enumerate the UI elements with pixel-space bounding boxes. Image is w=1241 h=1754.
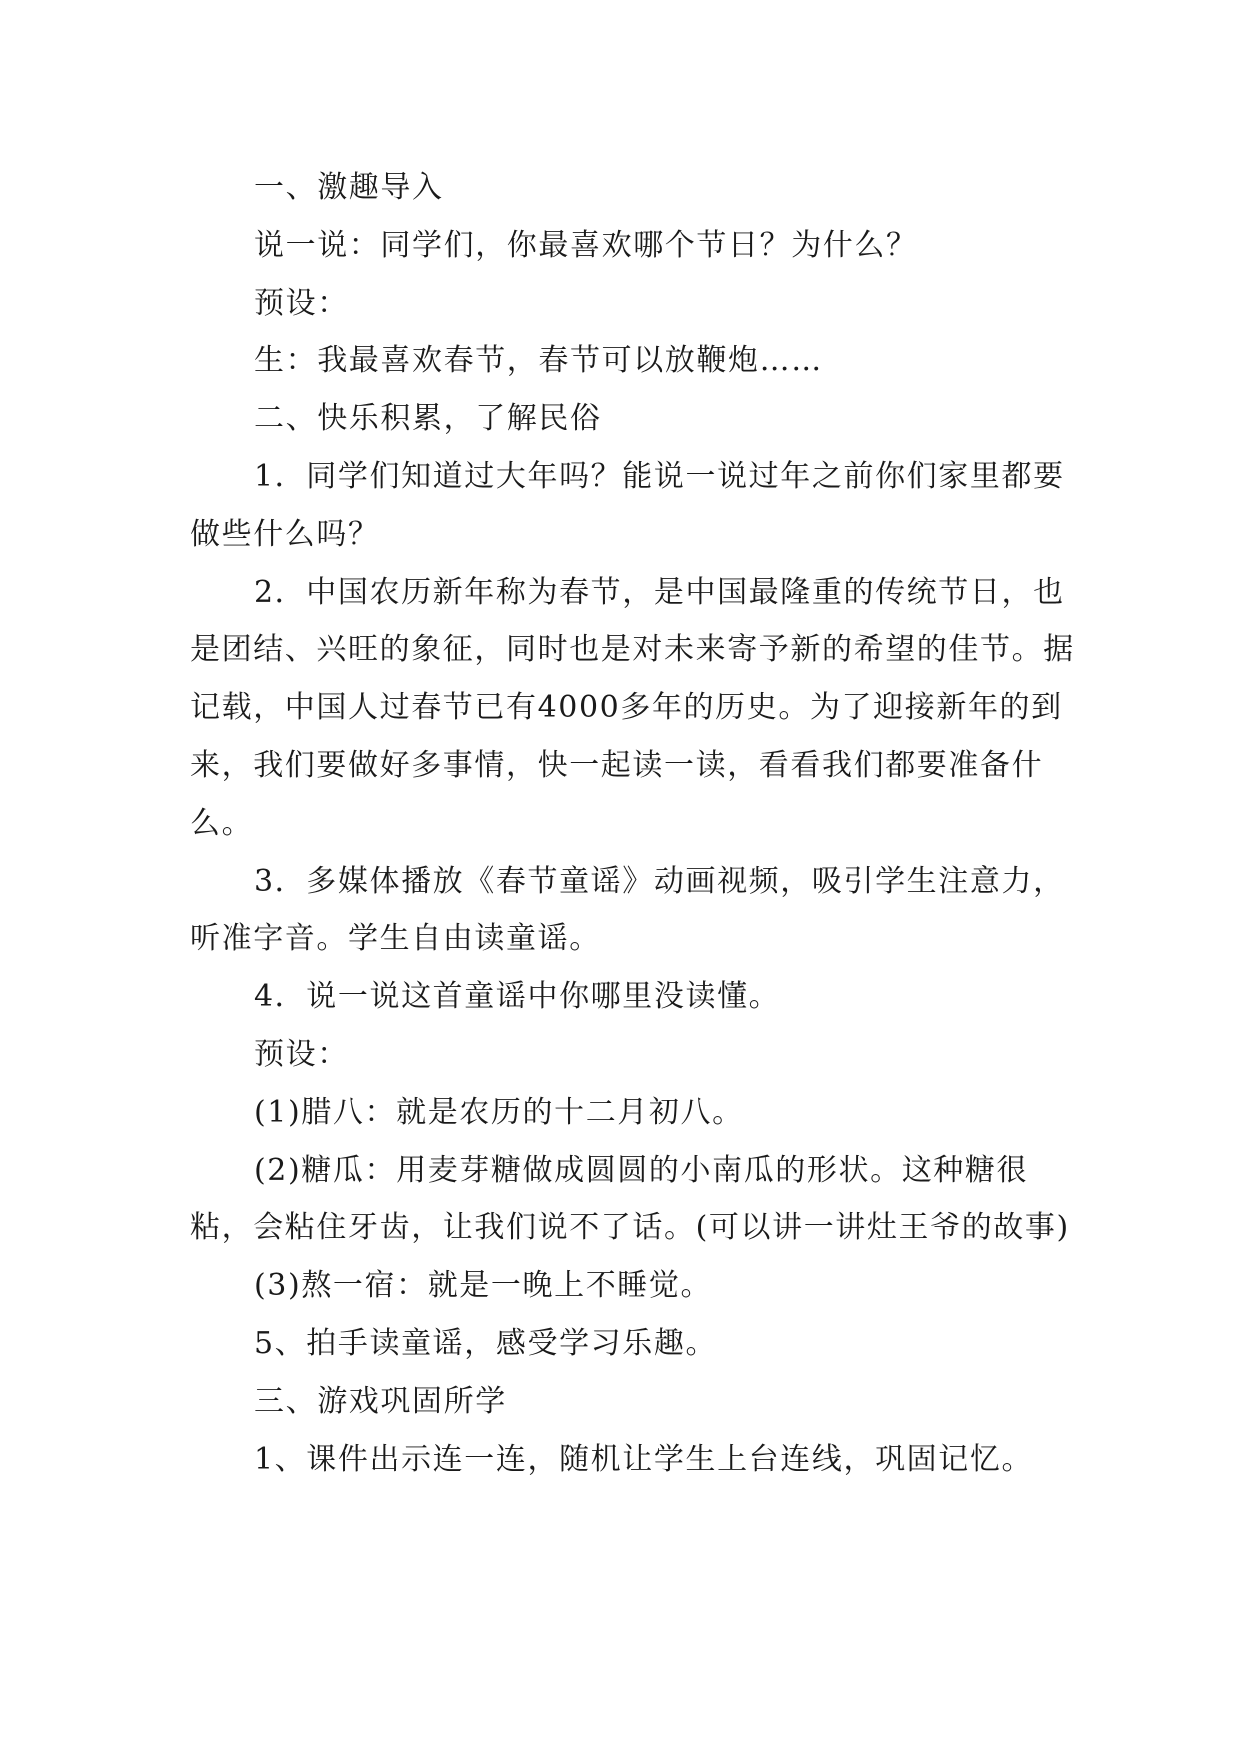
sub-item: (1)腊八：就是农历的十二月初八。 xyxy=(254,1094,744,1130)
document-body xyxy=(190,159,1080,1488)
list-item: 1、课件出示连一连，随机让学生上台连线，巩固记忆。 xyxy=(254,1441,1034,1477)
section-heading-1: 一、激趣导入 xyxy=(254,170,444,205)
list-item: 1．同学们知道过大年吗？能说一说过年之前你们家里都要做些什么吗？ xyxy=(190,458,1065,552)
paragraph: 说一说：同学们，你最喜欢哪个节日？为什么？ xyxy=(254,227,918,263)
list-item: 2．中国农历新年称为春节，是中国最隆重的传统节日，也是团结、兴旺的象征，同时也是对未来寄予新的希望的佳节。据记载，中国人过春节已有4000多年的历史。为了迎接新年的到来，我们要做好多事情，快一起读一读，看看我们都要准备什么。 xyxy=(190,574,1075,841)
paragraph: 预设： xyxy=(254,1036,349,1072)
paragraph: 预设： xyxy=(254,285,349,321)
list-item: 5、拍手读童谣，感受学习乐趣。 xyxy=(254,1325,718,1361)
list-item: 3．多媒体播放《春节童谣》动画视频，吸引学生注意力，听准字音。学生自由读童谣。 xyxy=(190,863,1065,957)
section-heading-2: 二、快乐积累，了解民俗 xyxy=(254,401,602,437)
section-heading-3: 三、游戏巩固所学 xyxy=(254,1383,507,1419)
paragraph: 生：我最喜欢春节，春节可以放鞭炮…… xyxy=(254,343,823,379)
list-item: 4．说一说这首童谣中你哪里没读懂。 xyxy=(254,979,781,1015)
sub-item: (3)熬一宿：就是一晚上不睡觉。 xyxy=(254,1268,713,1304)
sub-item: (2)糖瓜：用麦芽糖做成圆圆的小南瓜的形状。这种糖很粘，会粘住牙齿，让我们说不了话。(可以讲一讲灶王爷的故事) xyxy=(190,1152,1070,1246)
